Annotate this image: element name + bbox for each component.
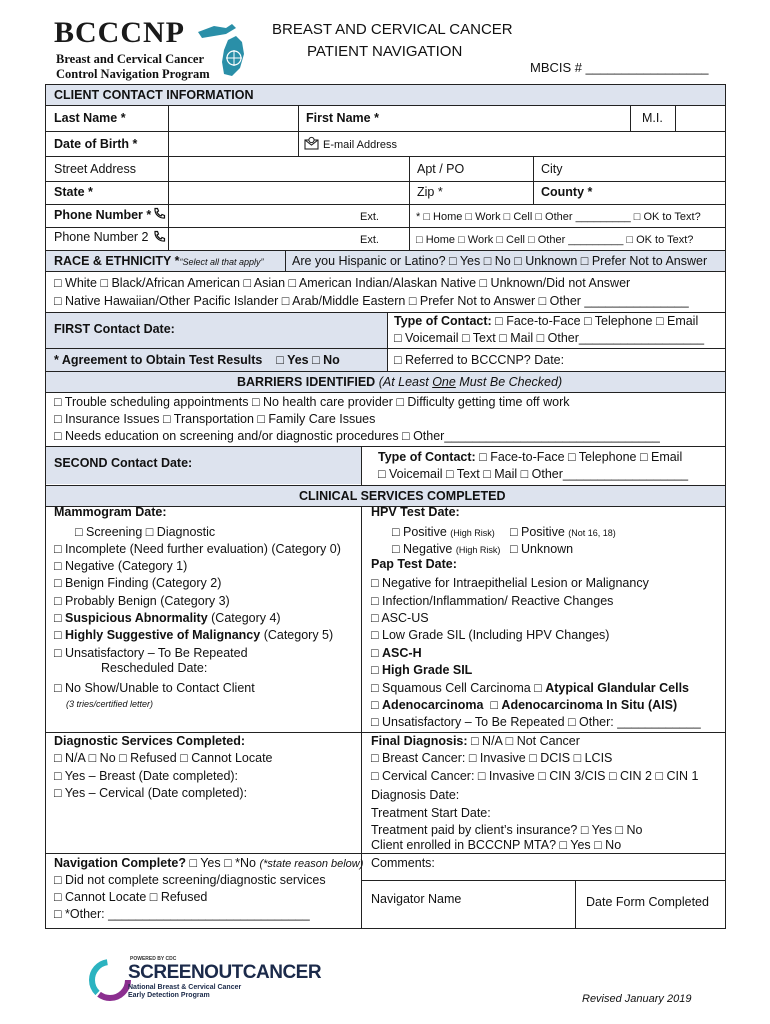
navigation-row3[interactable]: □ *Other: _____________________________ — [54, 907, 310, 921]
final-diagnosis-group — [371, 734, 580, 749]
navigation-row2[interactable]: □ Cannot Locate □ Refused — [54, 890, 208, 904]
mammogram-type-options[interactable]: □ Screening □ Diagnostic — [75, 525, 216, 539]
mi-label: M.I. — [642, 111, 663, 125]
first-contact-type-options1[interactable]: □ Face-to-Face □ Telephone □ Email — [495, 314, 699, 328]
dob-input[interactable] — [169, 132, 297, 155]
powered-by: POWERED BY CDC — [130, 956, 177, 962]
state-input[interactable] — [169, 182, 408, 203]
final-diagnosis-label: Final Diagnosis: — [371, 734, 468, 748]
clinical-heading: CLINICAL SERVICES COMPLETED — [299, 489, 506, 503]
highly-label: Highly Suggestive of Malignancy — [65, 628, 261, 642]
suspicious-category: (Category 4) — [207, 611, 281, 625]
second-contact-label: SECOND Contact Date: — [54, 456, 193, 470]
apt-label: Apt / PO — [417, 162, 465, 176]
second-contact-type-options2[interactable]: □ Voicemail □ Text □ Mail □ Other__________________ — [378, 467, 689, 481]
hispanic-question: Are you Hispanic or Latino? — [292, 254, 446, 268]
pap-hsil[interactable]: □ High Grade SIL — [371, 663, 473, 677]
hpv-negative-label: □ Negative — [392, 542, 453, 556]
logo — [54, 14, 254, 84]
hpv-positive-high[interactable] — [392, 525, 495, 541]
hpv-date-label: HPV Test Date: — [371, 505, 460, 519]
hpv-positive-label: □ Positive — [392, 525, 447, 539]
hispanic-question-group — [292, 254, 707, 269]
pap-asch[interactable]: □ ASC-H — [371, 646, 422, 660]
race-note: “Select all that apply” — [179, 257, 264, 267]
street-input[interactable] — [169, 157, 408, 180]
phone-icon — [153, 207, 166, 220]
state-label: State * — [54, 185, 93, 199]
mammo-rescheduled-date: Rescheduled Date: — [101, 661, 208, 675]
logo-name: BCCCNP — [54, 16, 185, 49]
treatment-start-date-label: Treatment Start Date: — [371, 806, 491, 820]
zip-label: Zip * — [417, 185, 443, 199]
hpv-positive2-label: □ Positive — [510, 525, 565, 539]
comments-label: Comments: — [371, 856, 435, 870]
phone1-ext-label: Ext. — [360, 211, 379, 223]
hpv-negative-note: (High Risk) — [455, 545, 501, 555]
barriers-note-one: One — [432, 375, 456, 389]
first-contact-type-label: Type of Contact: — [394, 314, 492, 328]
diagnostic-row1[interactable]: □ N/A □ No □ Refused □ Cannot Locate — [54, 751, 273, 765]
treatment-paid-options[interactable]: Treatment paid by client’s insurance? □ Yes □ No — [371, 823, 643, 837]
second-contact-type-label: Type of Contact: — [378, 450, 476, 464]
mammo-no-show[interactable]: □ No Show/Unable to Contact Client — [54, 681, 255, 695]
suspicious-label: Suspicious Abnormality — [65, 611, 208, 625]
barriers-row1[interactable]: □ Trouble scheduling appointments □ No health care provider □ Difficulty getting time off work — [54, 395, 570, 409]
navigator-name-input[interactable] — [362, 881, 574, 928]
mammo-item[interactable]: □ Probably Benign (Category 3) — [54, 594, 230, 608]
first-name-label: First Name * — [306, 111, 379, 125]
first-contact-type-options2[interactable]: □ Voicemail □ Text □ Mail □ Other__________________ — [394, 331, 705, 345]
navigation-complete-group — [54, 856, 363, 872]
second-contact-type-options1[interactable]: □ Face-to-Face □ Telephone □ Email — [479, 450, 683, 464]
comments-input[interactable] — [440, 855, 724, 879]
pap-item[interactable]: □ Negative for Intraepithelial Lesion or Malignancy — [371, 576, 649, 590]
diagnostic-row3[interactable]: □ Yes – Cervical (Date completed): — [54, 786, 248, 800]
navigation-note: (*state reason below) — [259, 858, 364, 870]
screenoutcancer-logo — [88, 954, 322, 1004]
city-label: City — [541, 162, 563, 176]
diagnostic-label: Diagnostic Services Completed: — [54, 734, 246, 748]
phone2-type-options[interactable]: □ Home □ Work □ Cell □ Other _________ □ OK to Text? — [416, 234, 694, 246]
phone-icon — [153, 230, 166, 243]
barriers-heading-group — [237, 375, 562, 390]
pap-item[interactable]: □ ASC-US — [371, 611, 429, 625]
hpv-unknown[interactable]: □ Unknown — [510, 542, 574, 556]
phone1-input[interactable] — [169, 205, 354, 226]
mammo-item[interactable]: □ Benign Finding (Category 2) — [54, 576, 222, 590]
second-contact-type-row1 — [378, 450, 682, 465]
hpv-positive2-note: (Not 16, 18) — [568, 528, 616, 538]
adeno-label: Adenocarcinoma — [382, 698, 484, 712]
hispanic-options[interactable]: □ Yes □ No □ Unknown □ Prefer Not to Answer — [449, 254, 708, 268]
hsil-label: High Grade SIL — [382, 663, 473, 677]
email-icon — [304, 136, 319, 151]
contact-heading: CLIENT CONTACT INFORMATION — [54, 88, 254, 102]
phone2-ext-label: Ext. — [360, 234, 379, 246]
first-contact-label: FIRST Contact Date: — [54, 322, 175, 336]
race-label-group — [54, 254, 264, 270]
mammogram-date-label: Mammogram Date: — [54, 505, 167, 519]
mammo-highly-suggestive[interactable]: □ Highly Suggestive of Malignancy (Category 5) — [54, 628, 334, 642]
cervical-cancer-options[interactable]: □ Cervical Cancer: □ Invasive □ CIN 3/CIS □ CIN 2 □ CIN 1 — [371, 769, 699, 783]
county-label: County * — [541, 185, 593, 199]
revised-date: Revised January 2019 — [582, 993, 692, 1005]
pap-item[interactable]: □ Low Grade SIL (Including HPV Changes) — [371, 628, 610, 642]
mammo-item[interactable]: □ Incomplete (Need further evaluation) (Category 0) — [54, 542, 341, 556]
barriers-row3[interactable]: □ Needs education on screening and/or diagnostic procedures □ Other_______________________________ — [54, 429, 660, 443]
logo-line1: Breast and Cervical Cancer — [56, 52, 205, 66]
agreement-options[interactable]: □ Yes □ No — [276, 353, 340, 367]
referred-field[interactable]: □ Referred to BCCCNP? Date: — [394, 353, 565, 367]
hpv-positive-not16[interactable] — [510, 525, 616, 541]
pap-squamous-atypical[interactable] — [371, 681, 689, 696]
phone1-type-options[interactable]: * □ Home □ Work □ Cell □ Other _________ □ OK to Text? — [416, 211, 701, 223]
barriers-row2[interactable]: □ Insurance Issues □ Transportation □ Family Care Issues — [54, 412, 376, 426]
navigator-name-label: Navigator Name — [371, 892, 462, 906]
race-label: RACE & ETHNICITY * — [54, 254, 180, 268]
final-diagnosis-options[interactable]: □ N/A □ Not Cancer — [471, 734, 580, 748]
email-label: E-mail Address — [323, 139, 397, 151]
race-options-row2[interactable]: □ Native Hawaiian/Other Pacific Islander □ Arab/Middle Eastern □ Prefer Not to Answer □ Other _______________ — [54, 294, 689, 308]
mbcis-field[interactable]: MBCIS # _________________ — [530, 60, 709, 75]
diagnosis-date-label: Diagnosis Date: — [371, 788, 460, 802]
asch-label: ASC-H — [382, 646, 422, 660]
highly-category: (Category 5) — [260, 628, 334, 642]
first-name-input[interactable] — [390, 106, 628, 130]
first-contact-type-row1 — [394, 314, 698, 329]
screenoutcancer-brand: SCREENOUTCANCER — [128, 962, 322, 983]
pap-item[interactable]: □ Infection/Inflammation/ Reactive Changes — [371, 594, 614, 608]
barriers-note-pre: (At Least — [378, 375, 433, 389]
date-completed-input[interactable] — [576, 881, 725, 928]
adeno-situ-label: Adenocarcinoma In Situ (AIS) — [501, 698, 678, 712]
footer-line1: National Breast & Cervical Cancer — [128, 984, 242, 991]
agreement-group — [54, 353, 340, 368]
phone1-label: Phone Number * — [54, 208, 152, 222]
squamous-label: □ Squamous Cell Carcinoma □ — [371, 681, 546, 695]
navigation-complete-label: Navigation Complete? — [54, 856, 186, 870]
dob-label: Date of Birth * — [54, 137, 138, 151]
pap-adeno[interactable]: □ Adenocarcinoma □ Adenocarcinoma In Situ (AIS) — [371, 698, 678, 712]
hpv-negative[interactable] — [392, 542, 500, 558]
screenoutcancer-ring-icon — [88, 958, 132, 1002]
agreement-label: * Agreement to Obtain Test Results — [54, 353, 263, 367]
last-name-input[interactable] — [169, 106, 297, 130]
mta-options[interactable]: Client enrolled in BCCCNP MTA? □ Yes □ No — [371, 838, 622, 852]
mammo-suspicious[interactable]: □ Suspicious Abnormality (Category 4) — [54, 611, 281, 625]
mammo-unsatisfactory[interactable]: □ Unsatisfactory – To Be Repeated — [54, 646, 248, 660]
navigation-row1[interactable]: □ Did not complete screening/diagnostic services — [54, 873, 326, 887]
breast-cancer-options[interactable]: □ Breast Cancer: □ Invasive □ DCIS □ LCIS — [371, 751, 613, 765]
hpv-positive-note: (High Risk) — [450, 528, 495, 538]
barriers-heading: BARRIERS IDENTIFIED — [237, 375, 376, 389]
mammo-item[interactable]: □ Negative (Category 1) — [54, 559, 188, 573]
footer-line2: Early Detection Program — [128, 992, 210, 999]
diagnostic-row2[interactable]: □ Yes – Breast (Date completed): — [54, 769, 239, 783]
phone2-label: Phone Number 2 — [54, 230, 149, 244]
barriers-note-post: Must Be Checked) — [455, 375, 563, 389]
pap-date-label: Pap Test Date: — [371, 557, 457, 571]
date-completed-label: Date Form Completed — [586, 895, 709, 909]
mammo-tries-note: (3 tries/certified letter) — [66, 699, 154, 709]
race-options-row1[interactable]: □ White □ Black/African American □ Asian □ American Indian/Alaskan Native □ Unknown/Did not Answer — [54, 276, 631, 290]
last-name-label: Last Name * — [54, 111, 126, 125]
logo-line2: Control Navigation Program — [56, 67, 210, 81]
street-label: Street Address — [54, 162, 136, 176]
form-title-line2: PATIENT NAVIGATION — [307, 43, 463, 60]
pap-unsatisfactory[interactable]: □ Unsatisfactory – To Be Repeated □ Other: ____________ — [371, 715, 701, 729]
atypical-label: Atypical Glandular Cells — [545, 681, 689, 695]
navigation-complete-options[interactable]: □ Yes □ *No — [185, 856, 260, 870]
phone2-input[interactable] — [169, 228, 354, 249]
form-title-line1: BREAST AND CERVICAL CANCER — [272, 21, 513, 38]
